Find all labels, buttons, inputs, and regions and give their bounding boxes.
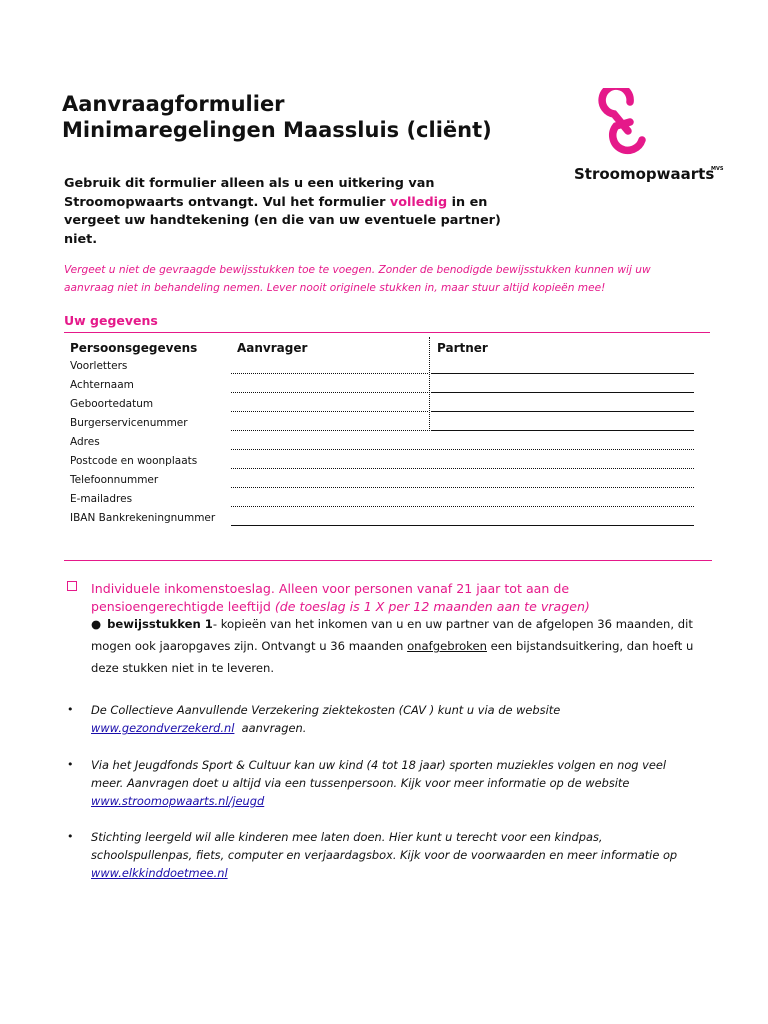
input-iban[interactable] <box>231 525 694 526</box>
input-emailadres[interactable] <box>231 506 694 507</box>
bullet-dot-2: • <box>67 758 74 771</box>
bullet-jeugdfonds-line-1: Via het Jeugdfonds Sport & Cultuur kan uw kind (4 tot 18 jaar) sporten muziekles volgen en nog veel <box>91 758 667 772</box>
link-elkkinddoetmee[interactable]: www.elkkinddoetmee.nl <box>91 866 228 880</box>
input-geboortedatum-partner[interactable] <box>431 411 694 412</box>
bewijsstukken-line-1: ● bewijsstukken 1- kopieën van het inkomen van u en uw partner van de afgelopen 36 maanden, dit <box>91 617 693 631</box>
col-head-applicant: Aanvrager <box>237 341 308 355</box>
label-adres: Adres <box>70 436 100 448</box>
warning-line-1: Vergeet u niet de gevraagde bewijsstukken toe te voegen. Zonder de benodigde bewijsstukken kunnen wij uw <box>64 264 651 276</box>
input-voorletters-partner[interactable] <box>431 373 694 374</box>
input-geboortedatum-applicant[interactable] <box>231 411 428 412</box>
input-telefoonnummer[interactable] <box>231 487 694 488</box>
inkomenstoeslag-checkbox[interactable] <box>67 581 77 591</box>
stroomopwaarts-logo <box>573 88 733 168</box>
bewijsstukken-bold: bewijsstukken 1 <box>107 617 213 631</box>
bullet-leergeld-line-1: Stichting leergeld wil alle kinderen mee laten doen. Hier kunt u terecht voor een kindpas, <box>91 830 603 844</box>
input-bsn-partner[interactable] <box>431 430 694 431</box>
bullet-cav-line-2 <box>91 719 711 737</box>
logo-superscript: MVS <box>711 166 724 172</box>
bullet-jeugdfonds-line-2: meer. Aanvragen doet u altijd via een tussenpersoon. Kijk voor meer informatie op de website <box>91 776 630 790</box>
option-line-1: Individuele inkomenstoeslag. Alleen voor personen vanaf 21 jaar tot aan de <box>91 581 570 596</box>
link-gezondverzekerd[interactable]: www.gezondverzekerd.nl <box>91 721 235 735</box>
input-voorletters-applicant[interactable] <box>231 373 428 374</box>
input-adres[interactable] <box>231 449 694 450</box>
column-separator <box>429 337 430 431</box>
bewijsstukken-line-2 <box>91 635 701 657</box>
warning-line-2: aanvraag niet in behandeling nemen. Lever nooit originele stukken in, maar stuur altijd kopieën mee! <box>64 282 606 294</box>
section-divider-top <box>64 332 710 333</box>
col-head-partner: Partner <box>437 341 488 355</box>
bewijsstukken-bullet <box>91 613 701 679</box>
bullet-jeugdfonds <box>91 756 711 810</box>
logo-wordmark: Stroomopwaarts <box>574 165 715 183</box>
bullet-leergeld-line-2: schoolspullenpas, fiets, computer en verjaardagsbox. Kijk voor de voorwaarden en meer informatie op <box>91 848 678 862</box>
col-head-personal: Persoonsgegevens <box>70 341 198 355</box>
bullet-cav-after-link: aanvragen. <box>234 721 307 735</box>
bewijsstukken-line-3: deze stukken niet in te leveren. <box>91 661 275 675</box>
intro-part-2: in en vergeet uw handtekening (en die van uw eventuele partner) niet. <box>64 194 501 247</box>
label-achternaam: Achternaam <box>70 379 134 391</box>
bewijsstukken-text-2a: mogen ook jaaropgaves zijn. Ontvangt u 36 maanden <box>91 639 408 653</box>
option-line-2-italic: (de toeslag is 1 X per 12 maanden aan te vragen) <box>274 599 590 614</box>
intro-part-1: Gebruik dit formulier alleen als u een uitkering van Stroomopwaarts ontvangt. Vul het formulier <box>64 176 435 210</box>
input-bsn-applicant[interactable] <box>231 430 428 431</box>
bullet-leergeld <box>91 828 716 882</box>
label-bsn: Burgerservicenummer <box>70 417 188 429</box>
bewijsstukken-text-1: - kopieën van het inkomen van u en uw partner van de afgelopen 36 maanden, dit <box>212 617 693 631</box>
page-title <box>62 91 492 143</box>
bullet-leergeld-line-3 <box>91 864 716 882</box>
label-voorletters: Voorletters <box>70 360 128 372</box>
label-geboortedatum: Geboortedatum <box>70 398 154 410</box>
section-heading: Uw gegevens <box>64 313 158 328</box>
title-line-2: Minimaregelingen Maassluis (cliënt) <box>62 118 492 142</box>
logo-s-mark-icon <box>573 88 733 164</box>
inkomenstoeslag-option-text <box>91 580 691 616</box>
bewijsstukken-text-2b: een bijstandsuitkering, dan hoeft u <box>486 639 694 653</box>
warning-text <box>64 261 724 297</box>
bewijsstukken-underlined: onafgebroken <box>407 639 487 653</box>
option-line-2-plain: pensioengerechtigde leeftijd <box>91 599 275 614</box>
label-iban: IBAN Bankrekeningnummer <box>70 512 216 524</box>
input-achternaam-partner[interactable] <box>431 392 694 393</box>
bullet-dot-3: • <box>67 830 74 843</box>
title-line-1: Aanvraagformulier <box>62 92 285 116</box>
label-emailadres: E-mailadres <box>70 493 133 505</box>
intro-text <box>64 175 534 249</box>
bullet-dot-1: • <box>67 703 74 716</box>
bullet-cav-line-1: De Collectieve Aanvullende Verzekering ziektekosten (CAV ) kunt u via de website <box>91 703 561 717</box>
link-stroomopwaarts-jeugd[interactable]: www.stroomopwaarts.nl/jeugd <box>91 794 265 808</box>
bullet-cav <box>91 701 711 737</box>
label-postcode-woonplaats: Postcode en woonplaats <box>70 455 198 467</box>
section-divider-bottom <box>64 560 712 561</box>
input-postcode-woonplaats[interactable] <box>231 468 694 469</box>
label-telefoonnummer: Telefoonnummer <box>70 474 159 486</box>
intro-highlight: volledig <box>389 194 448 210</box>
bullet-jeugdfonds-line-3 <box>91 792 711 810</box>
input-achternaam-applicant[interactable] <box>231 392 428 393</box>
